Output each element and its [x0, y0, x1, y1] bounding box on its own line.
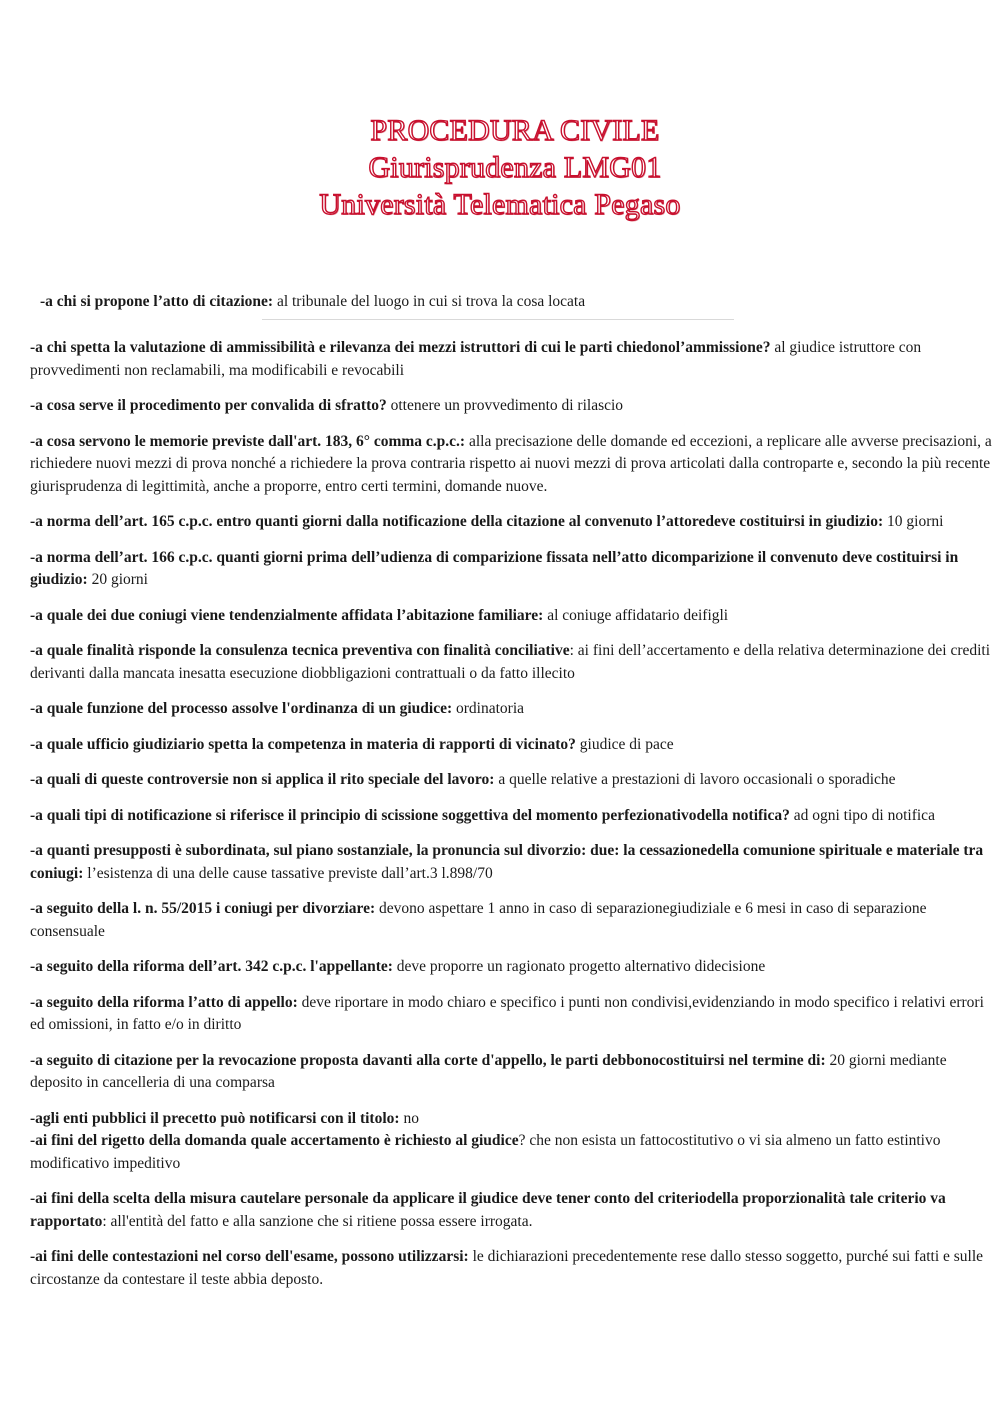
entry-question: -ai fini del rigetto della domanda quale accertamento è richiesto al giudice — [30, 1132, 519, 1149]
entry-answer: ? che non esista un fattocostitutivo o vi sia almeno un fatto estintivo modificativo impeditivo — [30, 1132, 941, 1172]
qa-entry — [30, 431, 1000, 499]
qa-entry — [30, 605, 1000, 628]
entry-answer: ottenere un provvedimento di rilascio — [386, 397, 624, 414]
entry-answer: al tribunale del luogo in cui si trova la cosa locata — [273, 293, 586, 310]
entry-answer: giudice di pace — [575, 735, 674, 753]
title-degree: Giurisprudenza LMG01 — [368, 151, 662, 184]
entry-answer: ordinatoria — [452, 700, 525, 717]
qa-entry — [30, 640, 1000, 685]
entry-question: -a quale dei due coniugi viene tendenzialmente affidata l’abitazione familiare: — [30, 606, 544, 624]
entry-answer: al coniuge affidatario deifigli — [543, 606, 729, 624]
entry-question: -agli enti pubblici il precetto può notificarsi con il titolo: — [30, 1109, 400, 1127]
entry-answer: ad ogni tipo di notifica — [789, 806, 935, 824]
entry-answer: le dichiarazioni precedentemente rese dallo stesso soggetto, purché sui fatti e sulle circostanze da contestare il teste abbia deposto. — [30, 1248, 984, 1288]
qa-entry — [30, 698, 1000, 721]
title-course: PROCEDURA CIVILE — [370, 114, 660, 147]
qa-entry — [30, 1108, 1000, 1131]
entry-question: -a quali tipi di notificazione si riferisce il principio di scissione soggettiva del momento perfezionativodella notifica? — [30, 806, 790, 824]
document-header — [0, 112, 1000, 223]
entry-question: -ai fini delle contestazioni nel corso dell'esame, possono utilizzarsi: — [30, 1248, 469, 1265]
entry-question: -a cosa serve il procedimento per convalida di sfratto? — [30, 397, 387, 414]
entry-answer: 20 giorni mediante deposito in cancelleria di una comparsa — [30, 1051, 947, 1091]
qa-entry — [30, 395, 1000, 418]
entry-question: -a quale funzione del processo assolve l'ordinanza di un giudice: — [30, 700, 453, 717]
qa-list — [30, 337, 1000, 1304]
entry-answer: a quelle relative a prestazioni di lavoro occasionali o sporadiche — [494, 771, 896, 788]
entry-question: -a quale ufficio giudiziario spetta la competenza in materia di rapporti di vicinato? — [30, 735, 576, 753]
entry-question: -a quale finalità risponde la consulenza tecnica preventiva con finalità conciliative — [30, 642, 570, 659]
entry-answer: deve proporre un ragionato progetto alternativo didecisione — [392, 958, 766, 975]
entry-answer: : ai fini dell’accertamento e della relativa determinazione dei crediti derivanti dalla mancata inesatta esecuzione diobbligazioni contrattuali o da fatto illecito — [30, 642, 991, 682]
title-university: Università Telematica Pegaso — [319, 188, 681, 221]
qa-entry — [30, 1050, 1000, 1095]
entry-question: -a seguito della riforma dell’art. 342 c.p.c. l'appellante: — [30, 958, 393, 975]
entry-question: -a chi spetta la valutazione di ammissibilità e rilevanza dei mezzi istruttori di cui le parti chiedonol’ammissione? — [30, 339, 771, 356]
entry-question: -a seguito di citazione per la revocazione proposta davanti alla corte d'appello, le parti debbonocostituirsi nel termine di: — [30, 1051, 826, 1069]
qa-entry — [30, 992, 1000, 1037]
entry-answer: alla precisazione delle domande ed eccezioni, a replicare alle avverse precisazioni, a richiedere nuovi mezzi di prova nonché a richiedere la prova contraria rispetto ai nuovi mezzi di prova articolati dalla controparte e, secondo la più recente giurisprudenza di legittimità, anche a proporre, entro certi termini, domande nuove. — [30, 432, 992, 495]
entry-answer: 10 giorni — [883, 513, 944, 530]
qa-entry — [30, 1130, 1000, 1175]
entry-answer: no — [399, 1109, 419, 1127]
entry-answer: : all'entità del fatto e alla sanzione che si ritiene possa essere irrogata. — [102, 1212, 533, 1230]
entry-question: -a chi si propone l’atto di citazione: — [40, 293, 274, 310]
entry-question: -a cosa servono le memorie previste dall'art. 183, 6° comma c.p.c.: — [30, 432, 466, 450]
qa-entry — [30, 769, 1000, 792]
first-entry — [40, 292, 585, 312]
qa-entry — [30, 511, 1000, 534]
qa-entry — [30, 840, 1000, 885]
entry-question: -a norma dell’art. 166 c.p.c. quanti giorni prima dell’udienza di comparizione fissata nell’atto dicomparizione il convenuto deve costituirsi in giudizio: — [30, 548, 959, 588]
qa-entry — [30, 1246, 1000, 1291]
entry-answer: al giudice istruttore con provvedimenti non reclamabili, ma modificabili e revocabili — [30, 339, 922, 379]
entry-answer: deve riportare in modo chiaro e specifico i punti non condivisi,evidenziando in modo specifico i relativi errori ed omissioni, in fatto e/o in diritto — [30, 993, 984, 1033]
qa-entry — [30, 337, 1000, 382]
qa-entry — [30, 547, 1000, 592]
qa-entry — [30, 956, 1000, 979]
entry-question: -a quanti presupposti è subordinata, sul piano sostanziale, la pronuncia sul divorzio: due: la cessazionedella comunione spirituale e materiale tra coniugi: — [30, 842, 984, 882]
qa-entry — [30, 898, 1000, 943]
divider-line — [262, 319, 734, 320]
entry-answer: 20 giorni — [87, 571, 148, 588]
qa-entry — [30, 1188, 1000, 1233]
entry-question: -ai fini della scelta della misura cautelare personale da applicare il giudice deve tener conto del criteriodella proporzionalità tale criterio va rapportato — [30, 1190, 946, 1230]
entry-question: -a seguito della riforma l’atto di appello: — [30, 993, 298, 1011]
entry-question: -a seguito della l. n. 55/2015 i coniugi per divorziare: — [30, 900, 376, 917]
entry-question: -a quali di queste controversie non si applica il rito speciale del lavoro: — [30, 771, 495, 788]
entry-answer: devono aspettare 1 anno in caso di separazionegiudiziale e 6 mesi in caso di separazione consensuale — [30, 900, 927, 940]
qa-entry — [30, 805, 1000, 828]
qa-entry — [30, 734, 1000, 757]
entry-question: -a norma dell’art. 165 c.p.c. entro quanti giorni dalla notificazione della citazione al convenuto l’attoredeve costituirsi in giudizio: — [30, 513, 884, 530]
entry-answer: l’esistenza di una delle cause tassative previste dall’art.3 l.898/70 — [83, 864, 493, 882]
